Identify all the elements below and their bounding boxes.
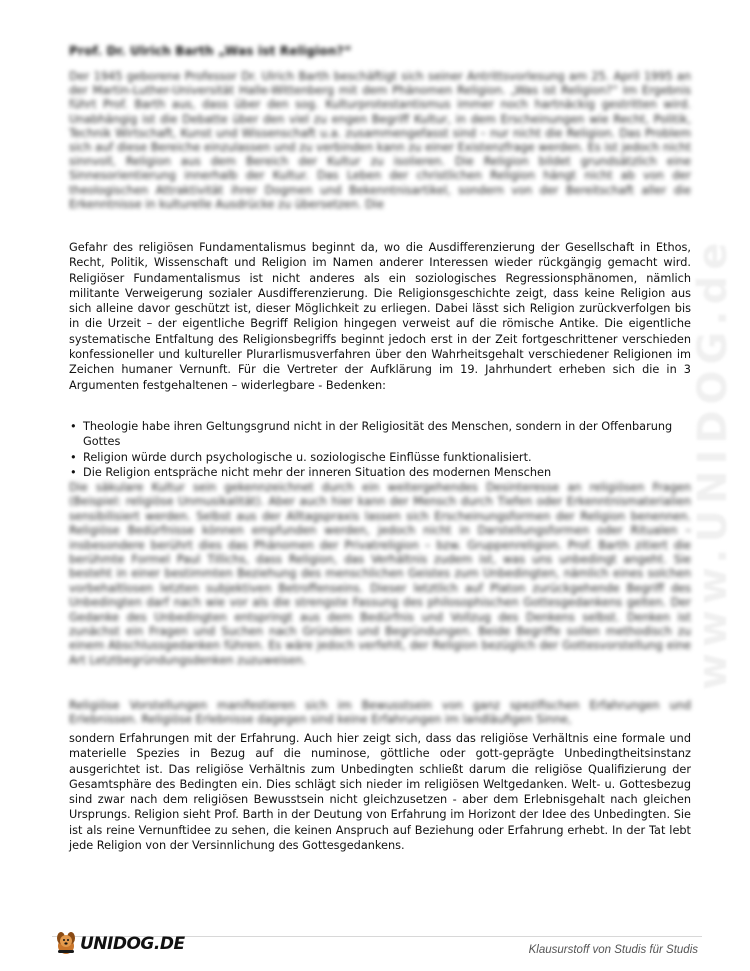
fundamentalism-paragraph: Gefahr des religiösen Fundamentalismus beginnt da, wo die Ausdifferenzierung der Gesellschaft in Ethos, Recht, Politik, Wissenschaft und Religion im Namen anderer Interessen wieder rückgängig gemacht wird. Religiöser Fundamentalismus ist nicht anderes als ein soziologisches Regressionsphänomen, nämlich militante Verweigerung sozialer Ausdifferenzierung. Die Religionsgeschichte zeigt, dass keine Religion aus sich alleine davor geschützt ist, dieser Möglichkeit zu erliegen. Dabei lässt sich Religion zurückverfolgen bis in die Urzeit – der eigentliche Begriff Religion hingegen verweist auf die römische Antike. Die eigentliche systematische Entfaltung des Religionsbegriffs beginnt jedoch erst in der Zeit fortgeschrittener verschieden konfessioneller und kultureller Plurarlismusverfahren über den Wahrheitsgehalt verschiedener Religionen im Zeichen humaner Vernunft. Für die Vertreter der Aufklärung im 19. Jahrhundert erheben sich die in 3 Argumenten festgehaltenen – widerlegbare - Bedenken: — [69, 241, 691, 392]
secular-culture-paragraph-blurred: Die säkulare Kultur sein gekennzeichnet durch ein weitergehendes Desinteresse an religiösen Fragen (Beispiel: religiöse Unmusikalität). Aber auch hier kann der Mensch durch Tiefen oder Erkenntnismaterialien sensibilisiert werden. Selbst aus der Alltagspraxis lassen sich Erscheinungsformen der Religion benennen. Religiöse Bedürfnisse können empfunden werden, jedoch nicht in Darstellungsformen oder Ritualen – insbesondere berührt dies das Phänomen der Privatreligion – bzw. Gruppenreligion. Prof. Barth zitiert die berühmte Formel Paul Tillichs, dass Religion, das Verhältnis zudem ist, was uns unbedingt angeht. Sie besteht in einer bestimmten Beziehung des menschlichen Geistes zum Unbedingten, nämlich eines solchen vorbehaltlosen letzten subjektiven Betroffenseins. Dieser letztlich auf Platon zurückgehende Begriff des Unbedingten darf nach wie vor als die strengste Fassung des philosophischen Gottesgedankens gelten. Der Gedanke des Unbedingten entspringt aus dem Bedürfnis und Vollzug des Denkens selbst. Denken ist zunächst ein Fragen und Suchen nach Gründen und Begründungen. Beide Begriffe sollen methodisch zu einem Abschlussgedanken führen. Es wäre jedoch verfehlt, der Religion bezüglich der Gottesvorstellung eine Art Letztbegründungsdenken zuzuweisen. — [69, 481, 691, 667]
list-item: • Die Religion entspräche nicht mehr der inneren Situation des modernen Menschen — [69, 465, 691, 480]
watermark: www.UNIDOG.de — [690, 236, 736, 690]
list-item: • Theologie habe ihren Geltungsgrund nicht in der Religiosität des Menschen, sondern in der Offenbarung Gottes — [69, 419, 691, 450]
intro-paragraph-blurred: Der 1945 geborene Professor Dr. Ulrich Barth beschäftigt sich seiner Antrittsvorlesung am 25. April 1995 an der Martin-Luther-Universität Halle-Wittenberg mit dem Phänomen Religion. „Was ist Religion?“ Im Ergebnis führt Prof. Barth aus, dass über den sog. Kulturprotestantismus immer noch hartnäckig gestritten wird. Unabhängig ist die Debatte über den viel zu engen Begriff Kultur, in dem Erscheinungen wie Recht, Politik, Technik Wirtschaft, Kunst und Wissenschaft u.a. zusammengefasst sind – nur nicht die Religion. Das Problem sich auf diese Bereiche einzulassen und zu verbinden kann zu einer Existenzfrage werden. Es ist jedoch nicht sinnvoll, Religion aus dem Bereich der Kultur zu isolieren. Die Religion bildet grundsätzlich eine Sinnesorientierung innerhalb der Kultur. Das Leben der christlichen Religion hängt nicht ab von der theologischen Attraktivität ihrer Dogmen und Bekenntnisartikel, sondern von der Bereitschaft aller die Erkenntnisse in kulturelle Ausdrücke zu übersetzen. Die — [69, 70, 691, 211]
dog-mascot-icon — [54, 930, 78, 956]
objections-list — [69, 419, 691, 480]
footer-tagline: Klausurstoff von Studis für Studis — [528, 944, 698, 956]
list-item: • Religion würde durch psychologische u. soziologische Einflüsse funktionalisiert. — [69, 450, 691, 465]
unidog-logo — [54, 930, 185, 958]
experience-paragraph: sondern Erfahrungen mit der Erfahrung. Auch hier zeigt sich, dass das religiöse Verhältnis eine formale und materielle Spezies in Bezug auf die numinose, göttliche oder gott-geprägte Unbedingtheitsinstanz ausgerichtet ist. Das religiöse Verhältnis zum Unbedingten schließt darum die religiöse Qualifizierung der Gesamtsphäre des Bedingten ein. Dies schlägt sich nieder im religiösen Weltgedanken. Welt- u. Gottesbezug sind zwar nach dem religiösen Bewusstsein nicht gleichzusetzen - aber dem Erlebnisgehalt nach gleichen Ursprungs. Religion sieht Prof. Barth in der Deutung von Erfahrung im Horizont der Idee des Unbedingten. Sie ist als reine Vernunftidee zu sehen, die keinen Anspruch auf Beziehung oder Erfahrung erhebt. In der Tat lebt jede Religion von der Versinnlichung des Gottesgedankens. — [69, 732, 691, 853]
logo-wordmark: UNIDOG.DE — [80, 934, 185, 954]
religious-experience-paragraph-blurred: Religiöse Vorstellungen manifestieren sich im Bewusstsein von ganz spezifischen Erfahrungen und Erlebnissen. Religiöse Erlebnisse dagegen sind keine Erfahrungen im landläufigen Sinne, — [69, 699, 691, 727]
document-title: Prof. Dr. Ulrich Barth „Was ist Religion?“ — [69, 44, 352, 58]
